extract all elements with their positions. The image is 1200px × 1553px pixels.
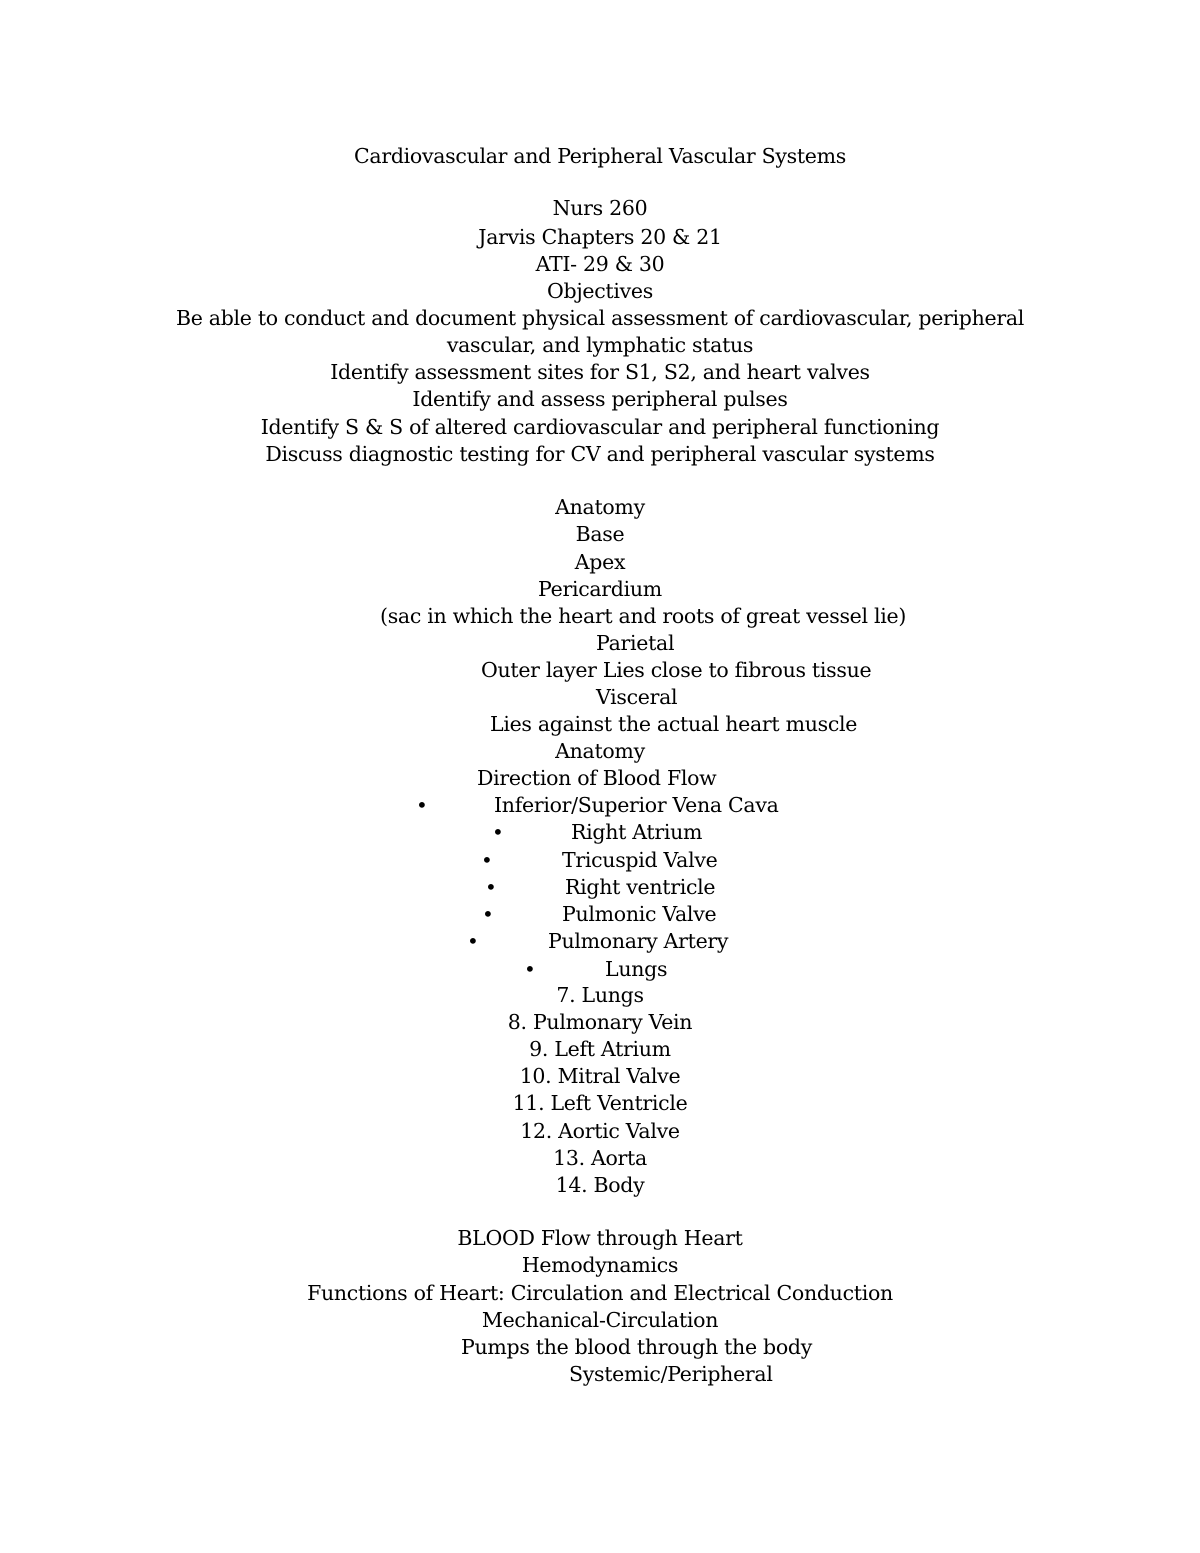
anatomy-line: Base xyxy=(575,522,625,546)
bullet-marker: • xyxy=(467,929,479,953)
section-line: Systemic/Peripheral xyxy=(569,1362,773,1386)
anatomy-line: Parietal xyxy=(596,631,675,655)
anatomy-line: Apex xyxy=(574,550,626,574)
functions-line: Functions of Heart: Circulation and Electrical Conduction xyxy=(307,1281,893,1305)
numbered-item: 12. Aortic Valve xyxy=(520,1119,680,1143)
blood-flow-heading: Direction of Blood Flow xyxy=(477,766,717,790)
bullet-marker: • xyxy=(482,902,494,926)
section-heading: BLOOD Flow through Heart xyxy=(457,1226,743,1250)
objectives-heading: Objectives xyxy=(547,279,653,303)
bullet-marker: • xyxy=(492,820,504,844)
anatomy-line: Outer layer Lies close to fibrous tissue xyxy=(481,658,872,682)
ati-chapters: ATI- 29 & 30 xyxy=(535,252,665,276)
section-line: Pumps the blood through the body xyxy=(461,1335,812,1359)
bullet-marker: • xyxy=(416,793,428,817)
objective-line: Identify and assess peripheral pulses xyxy=(412,387,788,411)
anatomy-heading: Anatomy xyxy=(555,495,645,519)
numbered-item: 14. Body xyxy=(555,1173,645,1197)
bullet-item: Lungs xyxy=(605,957,668,981)
numbered-item: 9. Left Atrium xyxy=(529,1037,671,1061)
objective-line: vascular, and lymphatic status xyxy=(446,333,754,357)
anatomy-line: Lies against the actual heart muscle xyxy=(490,712,858,736)
anatomy-line: Pericardium xyxy=(538,577,662,601)
textbook-chapters: Jarvis Chapters 20 & 21 xyxy=(478,225,722,249)
numbered-item: 8. Pulmonary Vein xyxy=(507,1010,693,1034)
numbered-item: 10. Mitral Valve xyxy=(519,1064,681,1088)
numbered-item: 7. Lungs xyxy=(556,983,644,1007)
bullet-item: Inferior/Superior Vena Cava xyxy=(494,793,779,817)
anatomy-line: Visceral xyxy=(596,685,678,709)
bullet-marker: • xyxy=(485,875,497,899)
objective-line: Discuss diagnostic testing for CV and peripheral vascular systems xyxy=(265,442,935,466)
objective-line: Identify S & S of altered cardiovascular and peripheral functioning xyxy=(260,415,940,439)
objective-line: Be able to conduct and document physical assessment of cardiovascular, peripheral xyxy=(175,306,1025,330)
numbered-item: 11. Left Ventricle xyxy=(512,1091,688,1115)
objective-line: Identify assessment sites for S1, S2, and heart valves xyxy=(330,360,870,384)
bullet-item: Pulmonary Artery xyxy=(548,929,729,953)
bullet-marker: • xyxy=(524,957,536,981)
anatomy-heading: Anatomy xyxy=(555,739,645,763)
section-line: Mechanical-Circulation xyxy=(481,1308,719,1332)
bullet-item: Right ventricle xyxy=(565,875,716,899)
bullet-item: Right Atrium xyxy=(571,820,703,844)
numbered-item: 13. Aorta xyxy=(553,1146,647,1170)
bullet-item: Pulmonic Valve xyxy=(562,902,717,926)
document-title: Cardiovascular and Peripheral Vascular Systems xyxy=(354,144,846,168)
anatomy-line: (sac in which the heart and roots of great vessel lie) xyxy=(380,604,907,628)
bullet-item: Tricuspid Valve xyxy=(562,848,718,872)
section-heading: Hemodynamics xyxy=(521,1253,679,1277)
course-number: Nurs 260 xyxy=(552,196,648,220)
bullet-marker: • xyxy=(481,848,493,872)
